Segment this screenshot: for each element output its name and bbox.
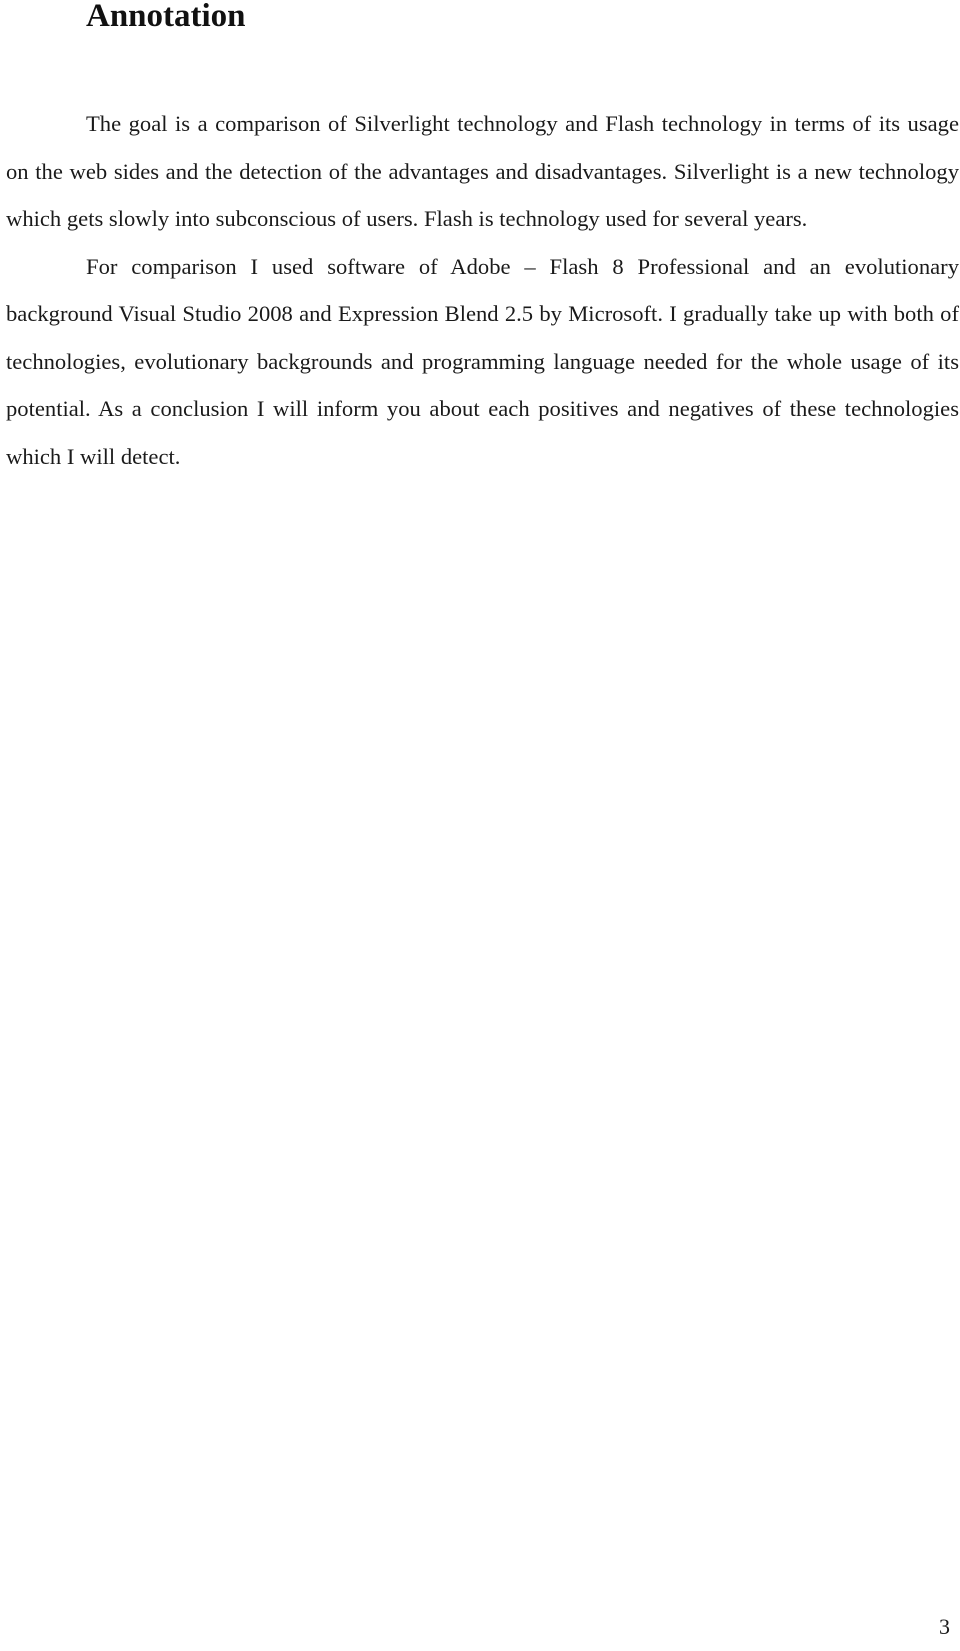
paragraph-comparison: For comparison I used software of Adobe – Flash 8 Professional and an evolutionary background Visual Studio 2008 and Expression Blend 2.5 by Microsoft. I gradually take up with both of technologies, evolutionary backgrounds and programming language needed for the whole usage of its potential. As a conclusion I will inform you about each positives and negatives of these technologies which I will detect.: [6, 253, 959, 469]
page-number: 3: [939, 1614, 950, 1639]
section-heading: Annotation: [86, 0, 246, 34]
paragraph-goal: The goal is a comparison of Silverlight technology and Flash technology in terms of its usage on the web sides and the detection of the advantages and disadvantages. Silverlight is a new technology which gets slowly into subconscious of users. Flash is technology used for several years.: [6, 111, 959, 231]
annotation-body: [6, 100, 959, 480]
